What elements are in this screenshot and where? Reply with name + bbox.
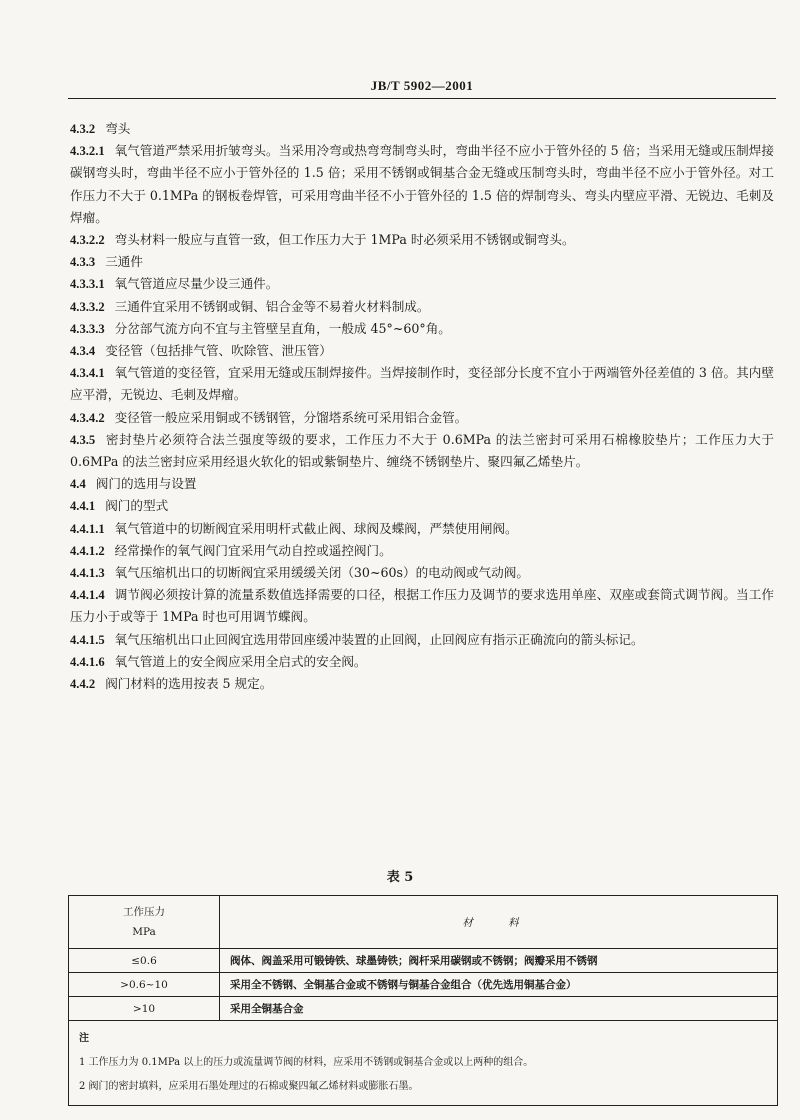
document-body <box>70 118 774 695</box>
clause-4-4-1 <box>70 495 774 517</box>
clause-4-3-4-1 <box>70 362 774 406</box>
clause-number: 4.3.5 <box>70 432 96 447</box>
table-row <box>69 973 778 997</box>
header-pressure-label: 工作压力 <box>123 906 165 918</box>
table-notes <box>69 1021 778 1106</box>
header-pressure <box>69 896 220 949</box>
clause-number: 4.4 <box>70 477 86 492</box>
table-notes-row <box>69 1021 778 1106</box>
clause-4-3-2-2 <box>70 229 774 251</box>
clause-text: 分岔部气流方向不宜与主管壁呈直角，一般成 45°~60°角。 <box>114 320 451 336</box>
clause-text: 氧气压缩机出口止回阀宜选用带回座缓冲装置的止回阀，止回阀应有指示正确流向的箭头标记。 <box>114 631 644 647</box>
clause-number: 4.3.4 <box>70 344 96 359</box>
clause-4-4-1-6 <box>70 651 774 673</box>
clause-4-3-2 <box>70 118 774 140</box>
clause-number: 4.3.4.2 <box>70 410 105 425</box>
table-row <box>69 997 778 1021</box>
clause-4-4-1-3 <box>70 562 774 584</box>
clause-text: 氧气压缩机出口的切断阀宜采用缓缓关闭（30~60s）的电动阀或气动阀。 <box>114 565 529 581</box>
running-header: JB/T 5902—2001 <box>370 78 474 93</box>
clause-4-3-4-2 <box>70 407 774 429</box>
clause-4-3-3-2 <box>70 296 774 318</box>
clause-number: 4.3.3.3 <box>70 321 105 336</box>
clause-text: 氧气管道严禁采用折皱弯头。当采用冷弯或热弯弯制弯头时，弯曲半径不应小于管外径的 5 倍；当采用无缝或压制焊接碳钢弯头时，弯曲半径不应小于管外径的 1.5 倍；采用不锈钢或铜基合金无缝或压制弯头时，弯曲半径不应小于管外径。对工作压力不大于 0.1MPa 的钢板卷焊管，可采用弯曲半径不小于管外径的 1.5 倍的焊制弯头、弯头内壁应平滑、无锐边、毛刺及焊瘤。 <box>70 143 774 225</box>
clause-number: 4.3.3 <box>70 255 96 270</box>
material-cell: 采用全不锈钢、全铜基合金或不锈钢与铜基合金组合（优先选用铜基合金） <box>220 973 778 997</box>
pressure-cell: ≤0.6 <box>69 949 220 973</box>
clause-text: 密封垫片必须符合法兰强度等级的要求，工作压力不大于 0.6MPa 的法兰密封可采用石棉橡胶垫片；工作压力大于 0.6MPa 的法兰密封应采用经退火软化的铝或紫铜垫片、缠绕不锈钢垫片、聚四氟乙烯垫片。 <box>70 431 774 470</box>
header-pressure-unit: MPa <box>132 926 156 938</box>
clause-text: 阀门材料的选用按表 5 规定。 <box>105 676 273 692</box>
material-cell: 采用全铜基合金 <box>220 997 778 1021</box>
clause-4-3-3-1 <box>70 273 774 295</box>
clause-4-3-2-1 <box>70 140 774 229</box>
clause-text: 氧气管道上的安全阀应采用全启式的安全阀。 <box>114 653 367 669</box>
clause-4-3-3 <box>70 251 774 273</box>
clause-number: 4.3.3.2 <box>70 299 105 314</box>
clause-number: 4.3.2.2 <box>70 233 105 248</box>
clause-number: 4.4.1 <box>70 499 96 514</box>
valve-material-table <box>68 895 778 1106</box>
clause-number: 4.4.1.2 <box>70 543 105 558</box>
clause-text: 变径管（包括排气管、吹除管、泄压管） <box>105 343 332 359</box>
clause-4-4 <box>70 473 774 495</box>
note-title: 注 <box>79 1033 89 1044</box>
clause-4-4-1-4 <box>70 584 774 628</box>
clause-number: 4.3.2 <box>70 122 96 136</box>
clause-4-4-1-1 <box>70 518 774 540</box>
clause-4-3-3-3 <box>70 318 774 340</box>
header-material: 材 料 <box>220 896 778 949</box>
table-row <box>69 949 778 973</box>
clause-number: 4.4.2 <box>70 677 96 692</box>
note-item: 2 阀门的密封填料，应采用石墨处理过的石棉或聚四氟乙烯材料或膨胀石墨。 <box>79 1081 419 1092</box>
clause-number: 4.4.1.3 <box>70 566 105 581</box>
table-header-row <box>69 896 778 949</box>
clause-text: 氧气管道的变径管，宜采用无缝或压制焊接件。当焊接制作时，变径部分长度不宜小于两端管外径差值的 3 倍。其内壁应平滑，无锐边、毛刺及焊瘤。 <box>70 365 774 403</box>
clause-text: 经常操作的氧气阀门宜采用气动自控或遥控阀门。 <box>114 542 392 558</box>
clause-number: 4.4.1.1 <box>70 521 105 536</box>
clause-number: 4.4.1.6 <box>70 654 105 669</box>
clause-text: 调节阀必须按计算的流量系数值选择需要的口径，根据工作压力及调节的要求选用单座、双座或套筒式调节阀。当工作压力小于或等于 1MPa 时也可用调节蝶阀。 <box>70 587 774 625</box>
table-caption: 表 5 <box>386 870 414 885</box>
pressure-cell: >0.6~10 <box>69 973 220 997</box>
clause-text: 氧气管道中的切断阀宜采用明杆式截止阀、球阀及蝶阀，严禁使用闸阀。 <box>114 520 518 536</box>
clause-4-3-4 <box>70 340 774 362</box>
clause-text: 阀门的型式 <box>105 498 169 514</box>
clause-number: 4.3.3.1 <box>70 277 105 292</box>
note-item: 1 工作压力为 0.1MPa 以上的压力或流量调节阀的材料，应采用不锈钢或铜基合金或以上两种的组合。 <box>79 1057 534 1068</box>
clause-4-4-1-5 <box>70 629 774 651</box>
clause-4-4-1-2 <box>70 540 774 562</box>
clause-text: 阀门的选用与设置 <box>95 476 197 492</box>
clause-text: 三通件 <box>105 254 143 270</box>
clause-number: 4.4.1.5 <box>70 632 105 647</box>
header-rule <box>68 98 776 99</box>
clause-number: 4.3.4.1 <box>70 366 105 381</box>
clause-text: 弯头 <box>105 121 131 136</box>
pressure-cell: >10 <box>69 997 220 1021</box>
material-cell: 阀体、阀盖采用可锻铸铁、球墨铸铁；阀杆采用碳钢或不锈钢；阀瓣采用不锈钢 <box>220 949 778 973</box>
clause-number: 4.3.2.1 <box>70 144 105 159</box>
clause-text: 变径管一般应采用铜或不锈钢管，分馏塔系统可采用铝合金管。 <box>114 409 468 425</box>
clause-text: 弯头材料一般应与直管一致，但工作压力大于 1MPa 时必须采用不锈钢或铜弯头。 <box>114 232 575 248</box>
clause-4-4-2 <box>70 673 774 695</box>
clause-number: 4.4.1.4 <box>70 588 105 603</box>
clause-text: 三通件宜采用不锈钢或铜、铝合金等不易着火材料制成。 <box>114 298 430 314</box>
clause-4-3-5 <box>70 429 774 473</box>
clause-text: 氧气管道应尽量少设三通件。 <box>114 276 279 292</box>
